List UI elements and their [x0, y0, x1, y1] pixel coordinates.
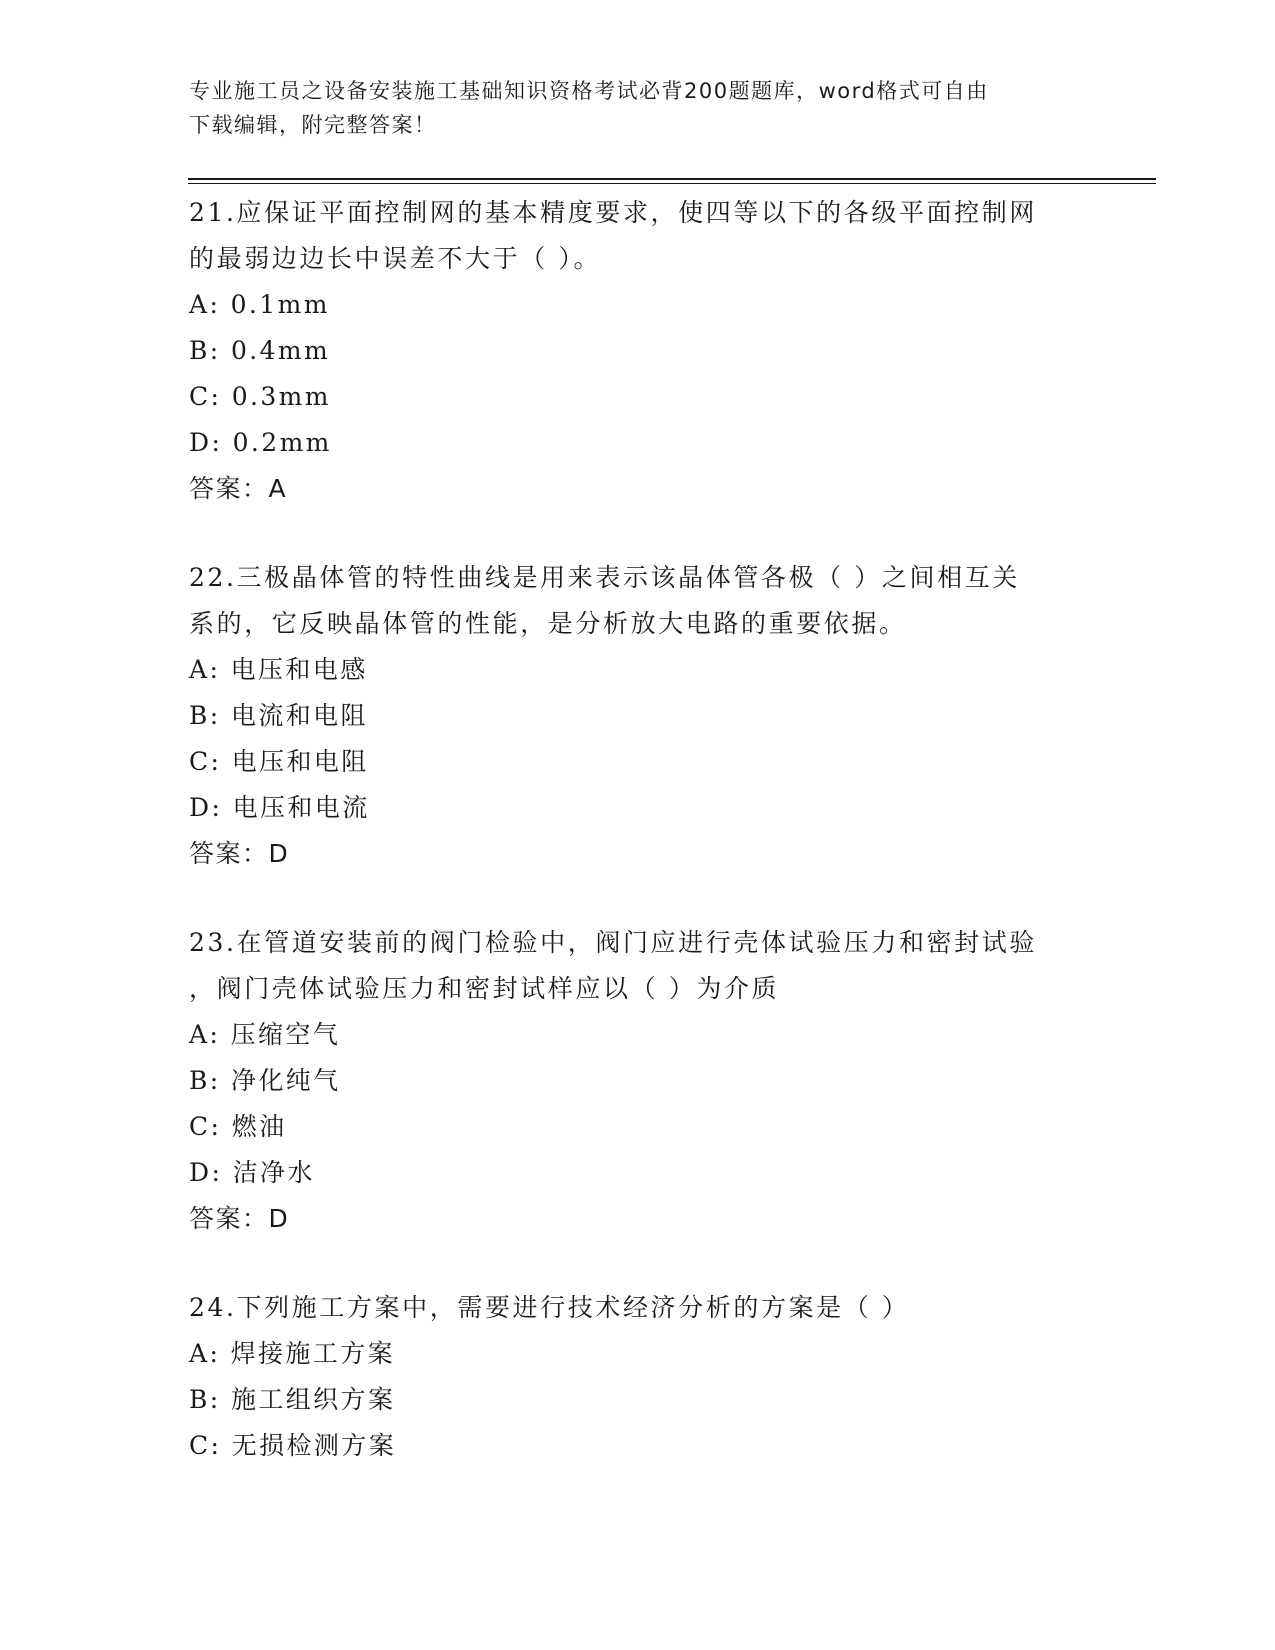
option-d: D: 洁净水: [189, 1158, 315, 1187]
answer: 答案：D: [189, 1204, 290, 1233]
option-d: D: 0.2mm: [189, 428, 332, 457]
document-header: [189, 74, 1089, 142]
answer: 答案：D: [189, 839, 290, 868]
option-c: C: 电压和电阻: [189, 747, 369, 776]
question-stem-line: 21.应保证平面控制网的基本精度要求，使四等以下的各级平面控制网: [189, 198, 1037, 227]
question-21: [189, 190, 1089, 512]
header-divider-thick: [188, 178, 1156, 180]
option-b: B: 0.4mm: [189, 336, 331, 365]
option-a: A: 0.1mm: [189, 290, 330, 319]
question-stem-line: ，阀门壳体试验压力和密封试样应以（ ）为介质: [189, 974, 780, 1003]
question-stem-line: 22.三极晶体管的特性曲线是用来表示该晶体管各极（ ）之间相互关: [189, 563, 1020, 592]
option-c: C: 0.3mm: [189, 382, 331, 411]
option-b: B: 净化纯气: [189, 1066, 341, 1095]
option-a: A: 压缩空气: [189, 1020, 341, 1049]
option-c: C: 无损检测方案: [189, 1431, 397, 1460]
question-24: [189, 1285, 1089, 1469]
option-b: B: 电流和电阻: [189, 701, 368, 730]
option-a: A: 焊接施工方案: [189, 1339, 396, 1368]
question-stem-line: 的最弱边边长中误差不大于（ ）。: [189, 244, 602, 273]
option-a: A: 电压和电感: [189, 655, 368, 684]
question-stem-line: 系的，它反映晶体管的性能，是分析放大电路的重要依据。: [189, 609, 907, 638]
header-line-1: 专业施工员之设备安装施工基础知识资格考试必背200题题库，word格式可自由: [189, 79, 989, 103]
option-d: D: 电压和电流: [189, 793, 370, 822]
header-divider-thin: [188, 183, 1156, 184]
option-b: B: 施工组织方案: [189, 1385, 396, 1414]
question-22: [189, 555, 1089, 877]
header-line-2: 下载编辑，附完整答案！: [189, 113, 437, 137]
question-stem-line: 24.下列施工方案中，需要进行技术经济分析的方案是（ ）: [189, 1293, 910, 1322]
question-23: [189, 920, 1089, 1242]
answer: 答案：A: [189, 474, 288, 503]
question-stem-line: 23.在管道安装前的阀门检验中，阀门应进行壳体试验压力和密封试验: [189, 928, 1037, 957]
option-c: C: 燃油: [189, 1112, 287, 1141]
